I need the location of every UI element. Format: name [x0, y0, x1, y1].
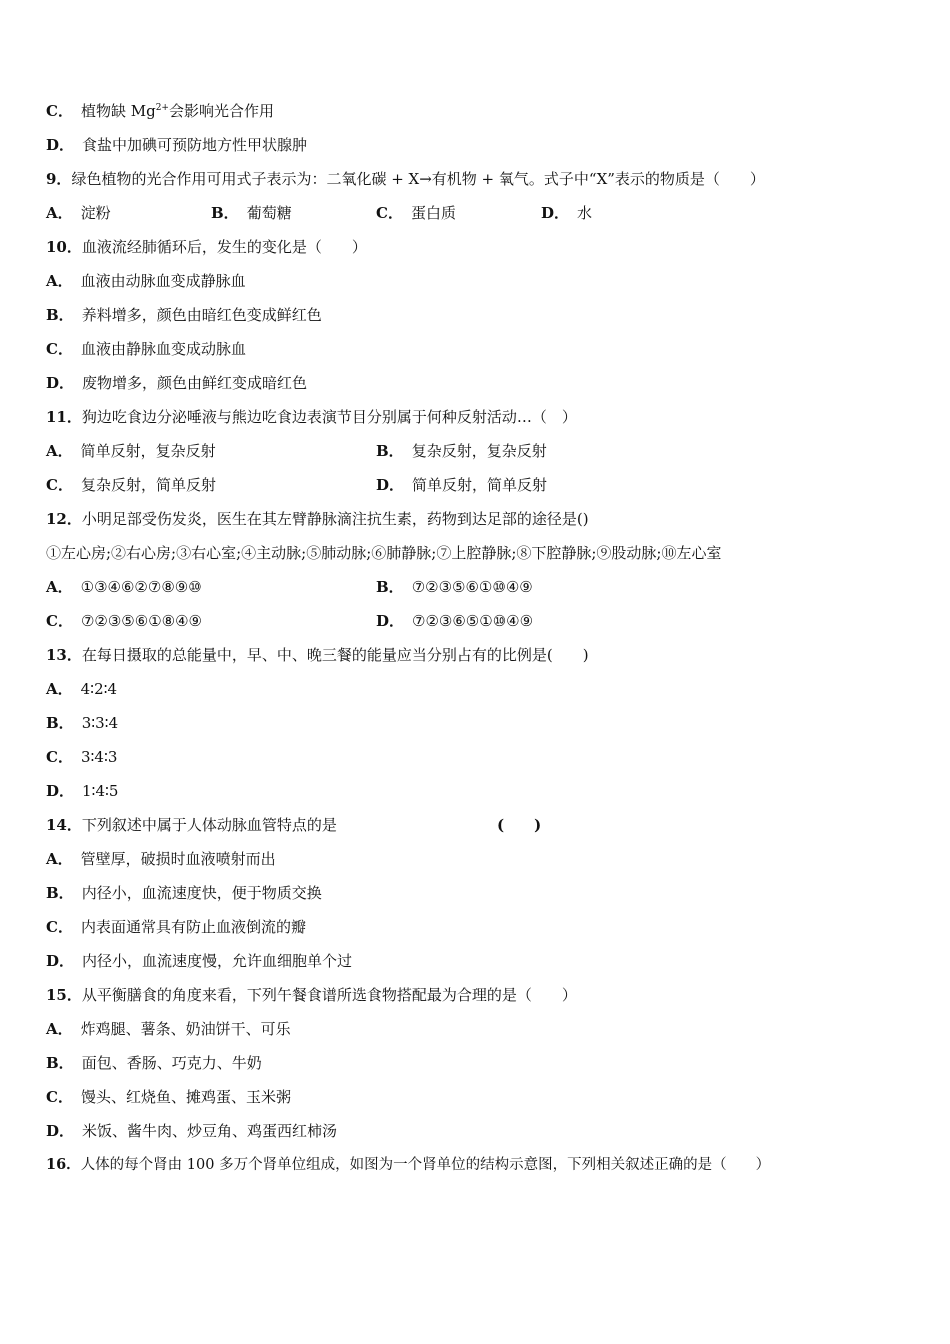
q13-option-a — [46, 679, 117, 699]
option-label: A． — [46, 442, 73, 460]
option-text: 养料增多，颜色由暗红色变成鲜红色 — [81, 306, 322, 324]
q13-option-c — [46, 747, 117, 767]
q12-option-a — [46, 577, 376, 597]
q13-option-b — [46, 713, 118, 733]
option-text: 1∶4∶5 — [82, 782, 119, 800]
q8-option-d — [46, 135, 307, 155]
option-label: B． — [211, 204, 239, 222]
option-text-pre: 植物缺 Mg — [80, 102, 156, 120]
option-text: 葡萄糖 — [246, 204, 292, 222]
q11-options-row2 — [46, 475, 706, 495]
option-label: D． — [46, 374, 75, 392]
option-label: A． — [46, 204, 73, 222]
option-label: A． — [46, 272, 73, 290]
q15-option-c — [46, 1087, 291, 1107]
option-label: C． — [46, 476, 73, 494]
option-text: 复杂反射，复杂反射 — [411, 442, 547, 460]
q15-option-a — [46, 1019, 291, 1039]
option-text: 淀粉 — [80, 204, 111, 222]
option-label: C． — [46, 1088, 73, 1106]
q9-option-c — [376, 203, 541, 223]
q14-option-a — [46, 849, 276, 869]
q10-option-c — [46, 339, 246, 359]
option-label: D． — [46, 1122, 75, 1140]
question-number: 15． — [46, 986, 82, 1004]
option-text: 3∶3∶4 — [81, 714, 119, 732]
option-text: 馒头、红烧鱼、摊鸡蛋、玉米粥 — [80, 1088, 291, 1106]
option-text: 内径小，血流速度慢，允许血细胞单个过 — [82, 952, 353, 970]
option-label: C． — [46, 340, 73, 358]
question-number: 10． — [46, 238, 82, 256]
question-text: 绿色植物的光合作用可用式子表示为：二氧化碳 + X→有机物 + 氧气。式子中“X”表示的物质是（ ） — [71, 170, 765, 188]
option-label: D． — [46, 782, 75, 800]
option-label: C． — [46, 102, 73, 120]
q11-option-c — [46, 475, 376, 495]
option-label: B． — [46, 714, 74, 732]
option-text: 管壁厚，破损时血液喷射而出 — [80, 850, 276, 868]
option-label: C． — [376, 204, 403, 222]
option-text: 血液由动脉血变成静脉血 — [80, 272, 246, 290]
question-number: 9． — [46, 170, 72, 188]
question-15 — [46, 985, 577, 1005]
q15-option-b — [46, 1053, 262, 1073]
q9-option-a — [46, 203, 211, 223]
option-label: A． — [46, 850, 73, 868]
option-text: 米饭、酱牛肉、炒豆角、鸡蛋西红柿汤 — [82, 1122, 338, 1140]
option-text: 简单反射，复杂反射 — [80, 442, 216, 460]
question-13 — [46, 645, 589, 665]
option-text: ⑦②③⑥⑤①⑩④⑨ — [412, 612, 534, 630]
option-text: 蛋白质 — [410, 204, 456, 222]
q9-options — [46, 203, 706, 223]
option-label: B． — [46, 306, 74, 324]
question-text: 下列叙述中属于人体动脉血管特点的是 — [81, 816, 337, 834]
question-number: 12． — [46, 510, 82, 528]
option-text: 食盐中加碘可预防地方性甲状腺肿 — [82, 136, 308, 154]
option-text: ①③④⑥②⑦⑧⑨⑩ — [80, 578, 202, 596]
q12-option-d — [376, 611, 706, 631]
option-text: 复杂反射，简单反射 — [80, 476, 216, 494]
q14-option-d — [46, 951, 352, 971]
q9-option-d — [541, 203, 706, 223]
question-16 — [46, 1155, 770, 1175]
q12-option-b — [376, 577, 706, 597]
answer-paren: ( ) — [497, 816, 542, 834]
option-label: D． — [376, 476, 405, 494]
question-12 — [46, 509, 589, 529]
option-label: B． — [376, 442, 404, 460]
option-label: B． — [376, 578, 404, 596]
option-text-post: 会影响光合作用 — [168, 102, 274, 120]
question-number: 14． — [46, 816, 82, 834]
question-11 — [46, 407, 577, 427]
option-text: 4∶2∶4 — [80, 680, 118, 698]
option-text: 3∶4∶3 — [80, 748, 118, 766]
question-text: 在每日摄取的总能量中，早、中、晚三餐的能量应当分别占有的比例是( ) — [81, 646, 589, 664]
option-text: 内径小，血流速度快，便于物质交换 — [81, 884, 322, 902]
option-text: 水 — [577, 204, 593, 222]
q12-legend: ①左心房;②右心房;③右心室;④主动脉;⑤肺动脉;⑥肺静脉;⑦上腔静脉;⑧下腔静脉;⑨股动脉;⑩左心室 — [46, 544, 722, 562]
question-number: 11． — [46, 408, 82, 426]
option-label: C． — [46, 918, 73, 936]
q15-option-d — [46, 1121, 337, 1141]
option-label: B． — [46, 1054, 74, 1072]
question-text: 从平衡膳食的角度来看，下列午餐食谱所选食物搭配最为合理的是（ ） — [81, 986, 577, 1004]
q14-option-b — [46, 883, 322, 903]
option-label: A． — [46, 1020, 73, 1038]
option-text: 面包、香肠、巧克力、牛奶 — [81, 1054, 262, 1072]
q12-options-row1 — [46, 577, 706, 597]
superscript-charge: 2+ — [155, 103, 169, 113]
q10-option-d — [46, 373, 307, 393]
option-label: C． — [46, 748, 73, 766]
option-text: 血液由静脉血变成动脉血 — [80, 340, 246, 358]
q11-options-row1 — [46, 441, 706, 461]
question-text: 狗边吃食边分泌唾液与熊边吃食边表演节目分别属于何种反射活动…（ ） — [81, 408, 577, 426]
option-text: ⑦②③⑤⑥①⑩④⑨ — [411, 578, 533, 596]
option-text: 废物增多，颜色由鲜红变成暗红色 — [82, 374, 308, 392]
q11-option-b — [376, 441, 706, 461]
question-10 — [46, 237, 367, 257]
option-text: 简单反射，简单反射 — [412, 476, 548, 494]
option-label: D． — [541, 204, 570, 222]
question-9 — [46, 169, 765, 189]
option-label: D． — [376, 612, 405, 630]
q12-option-c — [46, 611, 376, 631]
question-14 — [46, 815, 542, 835]
q9-option-b — [211, 203, 376, 223]
q11-option-a — [46, 441, 376, 461]
q14-option-c — [46, 917, 306, 937]
question-text: 人体的每个肾由 100 多万个肾单位组成，如图为一个肾单位的结构示意图，下列相关叙述正确的是（ ） — [80, 1157, 771, 1173]
question-text: 血液流经肺循环后，发生的变化是（ ） — [81, 238, 367, 256]
option-label: A． — [46, 680, 73, 698]
question-number: 16． — [46, 1156, 81, 1173]
option-label: A． — [46, 578, 73, 596]
q10-option-b — [46, 305, 322, 325]
option-label: D． — [46, 136, 75, 154]
option-text: 炸鸡腿、薯条、奶油饼干、可乐 — [80, 1020, 291, 1038]
q11-option-d — [376, 475, 706, 495]
q13-option-d — [46, 781, 118, 801]
option-label: B． — [46, 884, 74, 902]
q12-options-row2 — [46, 611, 706, 631]
option-label: C． — [46, 612, 73, 630]
option-text: ⑦②③⑤⑥①⑧④⑨ — [80, 612, 202, 630]
question-number: 13． — [46, 646, 82, 664]
q8-option-c — [46, 101, 274, 121]
q10-option-a — [46, 271, 246, 291]
option-label: D． — [46, 952, 75, 970]
question-text: 小明足部受伤发炎，医生在其左臂静脉滴注抗生素，药物到达足部的途径是() — [81, 510, 589, 528]
option-text: 内表面通常具有防止血液倒流的瓣 — [80, 918, 306, 936]
